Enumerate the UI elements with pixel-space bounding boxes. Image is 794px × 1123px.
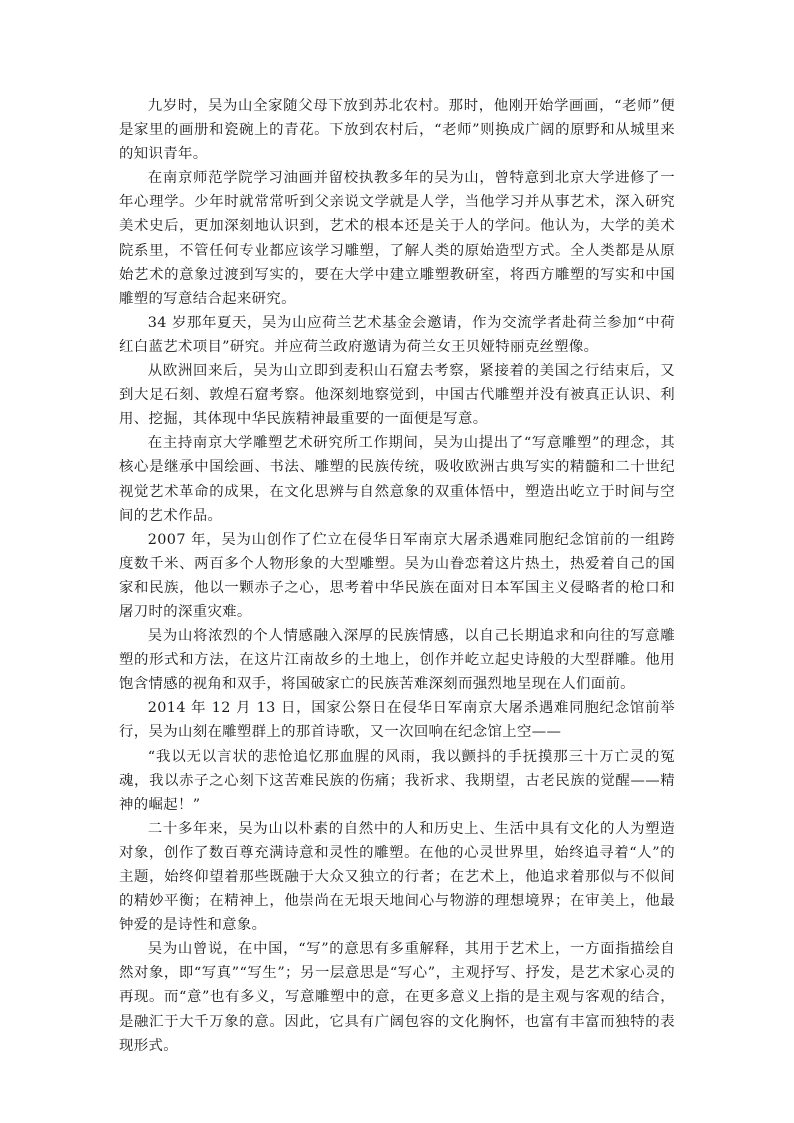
paragraph-1: 九岁时，吴为山全家随父母下放到苏北农村。那时，他刚开始学画画，“老师”便是家里的画册和瓷碗上的青花。下放到农村后，“老师”则换成广阔的原野和从城里来的知识青年。 <box>119 98 675 163</box>
article-body <box>119 94 675 1058</box>
paragraph-7: 吴为山将浓烈的个人情感融入深厚的民族情感，以自己长期追求和向往的写意雕塑的形式和方法，在这片江南故乡的土地上，创作并屹立起史诗般的大型群雕。他用饱含情感的视角和双手，将国破家亡的民族苦难深刻而强烈地呈现在人们面前。 <box>119 628 675 693</box>
paragraph-5: 在主持南京大学雕塑艺术研究所工作期间，吴为山提出了“写意雕塑”的理念，其核心是继承中国绘画、书法、雕塑的民族传统，吸收欧洲古典写实的精髓和二十世纪视觉艺术革命的成果，在文化思辨与自然意象的双重体悟中，塑造出屹立于时间与空间的艺术作品。 <box>119 435 675 524</box>
poem-quote: “我以无以言状的悲怆追忆那血腥的风雨，我以颤抖的手抚摸那三十万亡灵的冤魂，我以赤子之心刻下这苦难民族的伤痛；我祈求、我期望，古老民族的觉醒——精神的崛起！” <box>119 748 675 813</box>
paragraph-8: 2014 年 12 月 13 日，国家公祭日在侵华日军南京大屠杀遇难同胞纪念馆前举行，吴为山刻在雕塑群上的那首诗歌，又一次回响在纪念馆上空—— <box>119 700 675 741</box>
paragraph-10: 二十多年来，吴为山以朴素的自然中的人和历史上、生活中具有文化的人为塑造对象，创作了数百尊充满诗意和灵性的雕塑。在他的心灵世界里，始终追寻着“人”的主题，始终仰望着那些既融于大众又独立的行者；在艺术上，他追求着那似与不似间的精妙平衡；在精神上，他崇尚在无垠天地间心与物游的理想境界；在审美上，他最钟爱的是诗性和意象。 <box>119 820 675 934</box>
paragraph-6: 2007 年，吴为山创作了伫立在侵华日军南京大屠杀遇难同胞纪念馆前的一组跨度数千米、两百多个人物形象的大型雕塑。吴为山眷恋着这片热土，热爱着自己的国家和民族，他以一颗赤子之心，思考着中华民族在面对日本军国主义侵略者的枪口和屠刀时的深重灾难。 <box>119 531 675 620</box>
paragraph-4: 从欧洲回来后，吴为山立即到麦积山石窟去考察，紧接着的美国之行结束后，又到大足石刻、敦煌石窟考察。他深刻地察觉到，中国古代雕塑并没有被真正认识、利用、挖掘，其体现中华民族精神最重要的一面便是写意。 <box>119 363 675 428</box>
paragraph-2: 在南京师范学院学习油画并留校执教多年的吴为山，曾特意到北京大学进修了一年心理学。少年时就常常听到父亲说文学就是人学，当他学习并从事艺术，深入研究美术史后，更加深刻地认识到，艺术的根本还是关于人的学问。他认为，大学的美术院系里，不管任何专业都应该学习雕塑，了解人类的原始造型方式。全人类都是从原始艺术的意象过渡到写实的，要在大学中建立雕塑教研室，将西方雕塑的写实和中国雕塑的写意结合起来研究。 <box>119 170 675 307</box>
paragraph-3: 34 岁那年夏天，吴为山应荷兰艺术基金会邀请，作为交流学者赴荷兰参加“中荷红白蓝艺术项目”研究。并应荷兰政府邀请为荷兰女王贝娅特丽克丝塑像。 <box>119 314 675 355</box>
paragraph-11: 吴为山曾说，在中国，“写”的意思有多重解释，其用于艺术上，一方面指描绘自然对象，即“写真”“写生”；另一层意思是“写心”，主观抒写、抒发，是艺术家心灵的再现。而“意”也有多义，写意雕塑中的意，在更多意义上指的是主观与客观的结合，是融汇于大千万象的意。因此，它具有广阔包容的文化胸怀，也富有丰富而独特的表现形式。 <box>119 941 675 1054</box>
